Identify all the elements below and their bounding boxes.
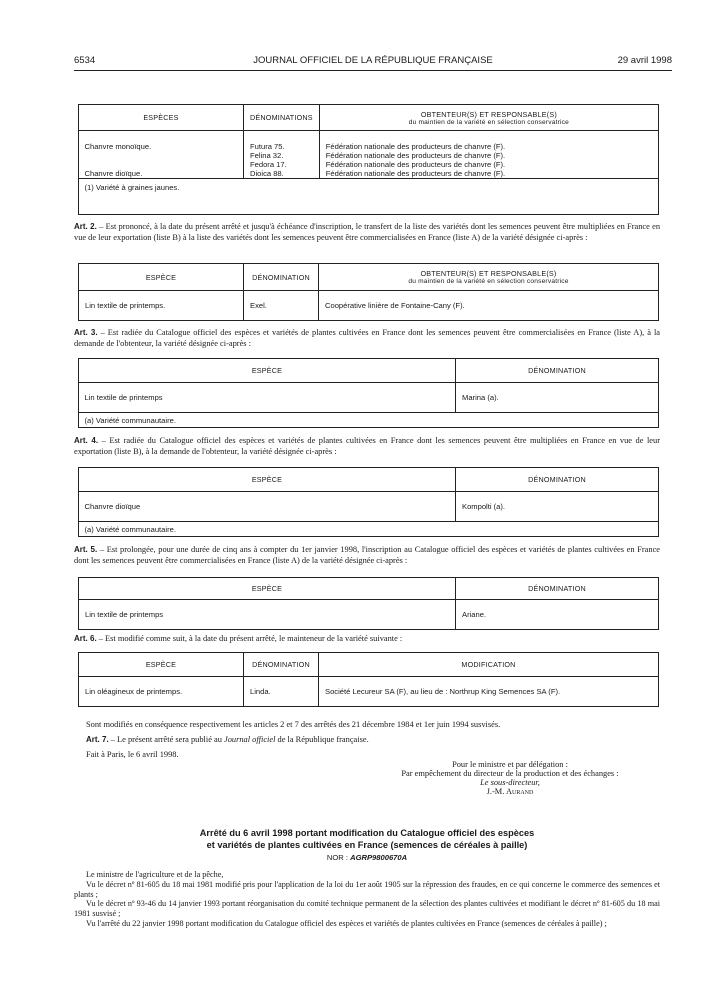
table-note: (a) Variété communautaire. bbox=[84, 415, 176, 425]
table1-frame bbox=[78, 104, 659, 215]
table-row: Lin textile de printemps Ariane. bbox=[79, 600, 659, 630]
table-row: Fedora 17. Fédération nationale des producteurs de chanvre (F). bbox=[79, 160, 659, 169]
table-prolongation: ESPÈCE DÉNOMINATION Lin textile de printemps Ariane. bbox=[78, 577, 659, 630]
col-obtenteur: OBTENTEUR(S) ET RESPONSABLE(S) du maintien de la variété en sélection conservatrice bbox=[319, 105, 658, 131]
table-transfer-variety: ESPÈCE DÉNOMINATION OBTENTEUR(S) ET RESPONSABLE(S) du maintien de la variété en sélection conservatrice Lin textile de printemps. Exel. Coopérative linière de Fontaine-Cany (F). bbox=[78, 263, 659, 321]
article-4: Art. 4. – Est radiée du Catalogue officiel des espèces et variétés de plantes cultivées en France dont les semences peuvent être multipliées en France en vue de leur exportation (liste B), à la demande de l'obtenteur, la variété désignée ci-après : bbox=[74, 436, 660, 456]
table-row: Lin textile de printemps Marina (a). bbox=[79, 383, 659, 413]
article-2: Art. 2. – Est prononcé, à la date du présent arrêté et jusqu'à échéance d'inscription, le transfert de la liste des variétés dont les semences peuvent être multipliées en France en vue de leur exportation (liste B) à la liste des variétés dont les semences peuvent être commercialisées en France (liste A) de la variété désignée ci-après : bbox=[74, 222, 661, 242]
table-row: Felina 32. Fédération nationale des producteurs de chanvre (F). bbox=[79, 151, 659, 160]
table-note: (a) Variété communautaire. bbox=[84, 524, 176, 534]
page-number: 6534 bbox=[74, 55, 96, 66]
header-rule bbox=[74, 70, 672, 71]
col-denominations: DÉNOMINATIONS bbox=[244, 105, 320, 131]
paragraph-sont-modifies: Sont modifiés en conséquence respectivement les articles 2 et 7 des arrêtés des 21 décembre 1984 et 1er juin 1994 susvisés. bbox=[86, 720, 501, 729]
journal-title: JOURNAL OFFICIEL DE LA RÉPUBLIQUE FRANÇAISE bbox=[253, 55, 493, 66]
page-header bbox=[74, 55, 672, 69]
table-row: Chanvre monoïque. Futura 75. Fédération nationale des producteurs de chanvre (F). bbox=[79, 142, 659, 151]
arrete-body: Le ministre de l'agriculture et de la pêche, Vu le décret nº 81-605 du 18 mai 1981 modifié pris pour l'application de la loi du 1er août 1905 sur la répression des fraudes, en ce qui concerne le commerce des semences et plants ; Vu le décret nº 93-46 du 14 janvier 1993 portant réorganisation du comité technique permanent de la sélection des plantes cultivées et modifiant le décret nº 81-605 du 18 mai 1981 susvisé ; Vu l'arrêté du 22 janvier 1998 portant modification du Catalogue officiel des espèces et variétés de plantes cultivées en France (semences de céréales à paille) ; bbox=[74, 870, 660, 928]
article-3: Art. 3. – Est radiée du Catalogue officiel des espèces et variétés de plantes cultivées en France dont les semences peuvent être commercialisées en France (liste A), à la demande de l'obtenteur, la variété désignée ci-après : bbox=[74, 328, 660, 348]
article-5: Art. 5. – Est prolongée, pour une durée de cinq ans à compter du 1er janvier 1998, l'inscription au Catalogue officiel des espèces et variétés de plantes cultivées en France dont les semences peuvent être commercialisées en France (liste A) de la variété désignée ci-après : bbox=[74, 545, 661, 565]
table-row: Chanvre dioïque. Dioica 88. Fédération nationale des producteurs de chanvre (F). bbox=[79, 169, 659, 179]
article-7: Art. 7. – Le présent arrêté sera publié au Journal officiel de la République française. bbox=[86, 735, 369, 744]
table-row: Lin textile de printemps. Exel. Coopérative linière de Fontaine-Cany (F). bbox=[79, 291, 659, 321]
signature-block: Pour le ministre et par délégation : Par empêchement du directeur de la production et des échanges : Le sous-directeur, J.-M. Aurand bbox=[401, 760, 619, 796]
table4-frame bbox=[78, 467, 659, 537]
fait-a-paris: Fait à Paris, le 6 avril 1998. bbox=[86, 750, 179, 759]
table-note: (1) Variété à graines jaunes. bbox=[84, 183, 180, 193]
issue-date: 29 avril 1998 bbox=[617, 55, 672, 66]
table-modification: ESPÈCE DÉNOMINATION MODIFICATION Lin oléagineux de printemps. Linda. Société Lecureur SA (F), au lieu de : Northrup King Semences SA (F). bbox=[78, 652, 659, 707]
table-radiation-liste-a: ESPÈCE DÉNOMINATION Lin textile de printemps Marina (a). (a) Variété communautaire. bbox=[78, 358, 659, 428]
nor-reference: NOR : AGRP9800670A bbox=[326, 853, 408, 862]
col-especes: ESPÈCES bbox=[143, 113, 179, 122]
table-row: Chanvre dioïque Kompolti (a). bbox=[79, 492, 659, 522]
table-radiation-liste-b: ESPÈCE DÉNOMINATION Chanvre dioïque Kompolti (a). (a) Variété communautaire. bbox=[78, 467, 659, 537]
arrete-title: Arrêté du 6 avril 1998 portant modification du Catalogue officiel des espèces et variétés de plantes cultivées en France (semences de céréales à paille) bbox=[199, 828, 535, 850]
article-6: Art. 6. – Est modifié comme suit, à la date du présent arrêté, le mainteneur de la variété suivante : bbox=[74, 634, 403, 643]
table-row: Lin oléagineux de printemps. Linda. Société Lecureur SA (F), au lieu de : Northrup King Semences SA (F). bbox=[79, 677, 659, 707]
table3-frame bbox=[78, 358, 659, 428]
